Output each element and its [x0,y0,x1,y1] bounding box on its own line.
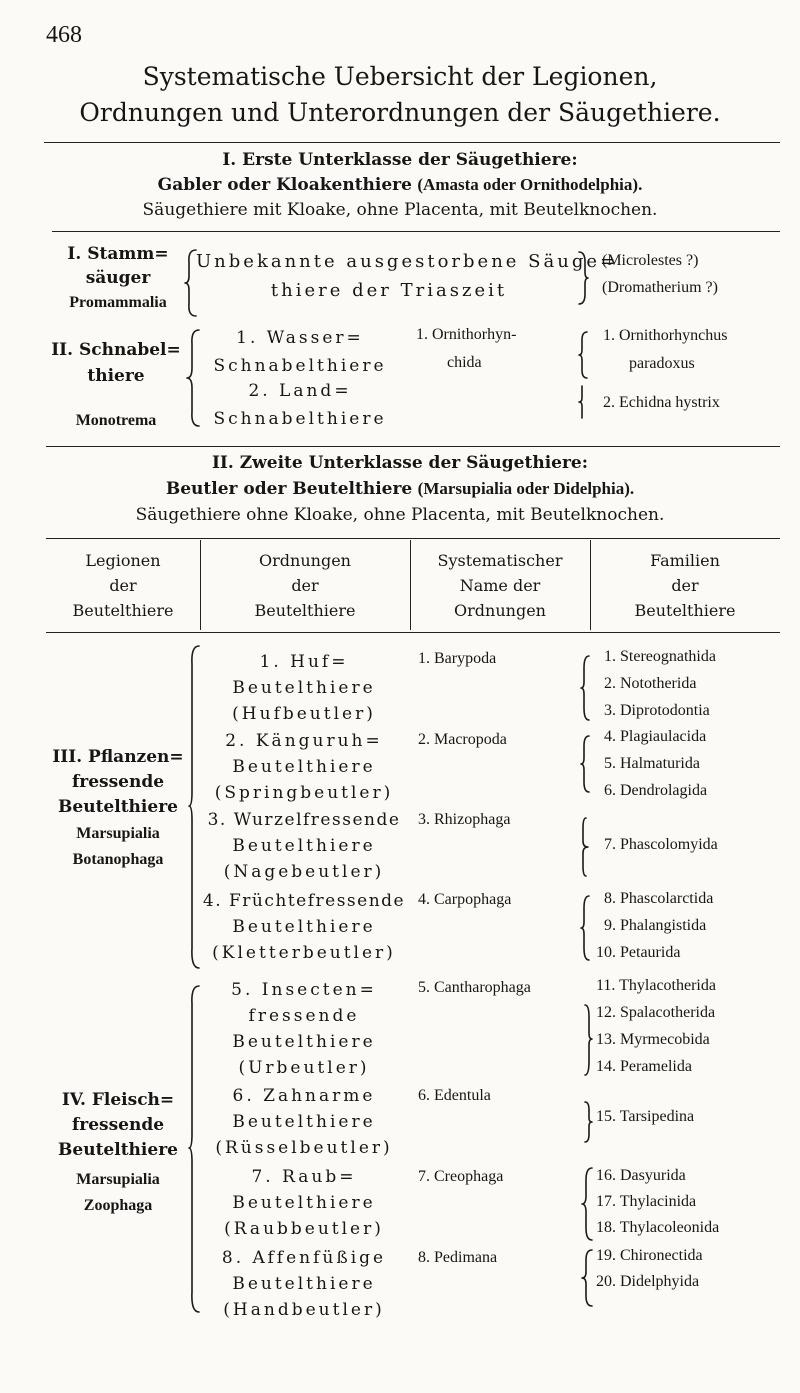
genus-dromatherium: (Dromatherium ?) [602,279,718,296]
legion-pflanzenfressende-latin2: Botanophaga [72,851,164,868]
family-3: 3. Diprotodontia [604,702,710,719]
systematic-macropoda: 2. Macropoda [418,731,507,748]
family-19: 19. Chironectida [596,1247,703,1264]
brace-families-2 [580,734,592,794]
legion-pflanzenfressende-line2: fressende [71,772,165,792]
col-header-systematisch-3: Ordnungen [454,601,546,620]
header-rule-bottom [46,632,780,633]
order-8-line1: 8. Affenfüßige [221,1248,387,1268]
brace-families-6 [580,1100,592,1144]
systematic-ornithorhynchida-line2: chida [447,354,482,371]
systematic-pedimana: 8. Pedimana [418,1249,498,1266]
order-6-line2: Beutelthiere [232,1112,376,1132]
genus-microlestes: (Microlestes ?) [602,252,699,269]
brace-echidnida [578,384,590,420]
col-header-familien-1: Familien [650,551,720,570]
suborder-land-line1: 2. Land= [248,381,352,401]
subclass1-name-german: Gabler oder Kloakenthiere [157,175,412,195]
top-rule [44,142,780,143]
family-16: 16. Dasyurida [596,1167,686,1184]
col-header-ordnungen-1: Ordnungen [259,551,351,570]
subclass2-name [0,479,800,499]
order-5-line4: (Urbeutler) [238,1058,370,1078]
family-echidna: 2. Echidna hystrix [603,394,720,411]
family-14: 14. Peramelida [596,1058,692,1075]
systematic-carpophaga: 4. Carpophaga [418,891,512,908]
family-7: 7. Phascolomyida [604,836,718,853]
systematic-ornithorhynchida-line1: 1. Ornithorhyn- [416,326,517,343]
order-promammalia-line2: thiere der Triaszeit [270,280,508,301]
subclass1-description: Säugethiere mit Kloake, ohne Placenta, mit Beutelknochen. [142,200,658,220]
order-2-line1: 2. Känguruh= [225,731,383,751]
col-header-ordnungen-2: der [291,576,319,595]
systematic-rhizophaga: 3. Rhizophaga [418,811,511,828]
header-rule-top [46,538,780,539]
order-1-line1: 1. Huf= [259,652,349,672]
order-3-line3: (Nagebeutler) [223,862,385,882]
order-6-line1: 6. Zahnarme [232,1086,376,1106]
legion-monotrema-latin: Monotrema [75,412,157,429]
family-2: 2. Nototherida [604,675,697,692]
subclass2-heading: II. Zweite Unterklasse der Säugethiere: [211,453,589,473]
subclass2-rule-top [46,446,780,447]
legion-fleischfressende-latin2: Zoophaga [83,1197,153,1214]
family-12: 12. Spalacotherida [596,1004,716,1021]
subclass2-name-latin: (Marsupialia oder Didelphia). [417,479,635,498]
order-3-line1: 3. Wurzelfressende [207,810,401,830]
order-4-line1: 4. Früchtefressende [202,891,406,911]
legion-monotrema-line1: II. Schnabel= [51,340,181,360]
subclass2-description: Säugethiere ohne Kloake, ohne Placenta, mit Beutelknochen. [135,505,665,525]
order-promammalia-line1: Unbekannte ausgestorbene Säuge= [196,251,619,272]
family-1: 1. Stereognathida [604,648,716,665]
brace-families-5 [580,1003,592,1077]
legion-fleischfressende-line2: fressende [71,1115,165,1135]
col-header-ordnungen-3: Beutelthiere [254,601,356,620]
brace-families-1 [580,654,592,722]
brace-families-4 [580,894,592,962]
subclass1-name [0,175,800,195]
order-4-line3: (Kletterbeutler) [212,943,396,963]
subclass1-name-latin: (Amasta oder Ornithodelphia). [417,175,643,194]
legion-pflanzenfressende-latin1: Marsupialia [76,825,160,842]
family-4: 4. Plagiaulacida [604,728,707,745]
family-6: 6. Dendrolagida [604,782,708,799]
brace-promammalia-right [577,250,589,306]
family-15: 15. Tarsipedina [596,1108,695,1125]
col-header-systematisch-1: Systematischer [437,551,563,570]
family-5: 5. Halmaturida [604,755,700,772]
page-title-line2: Ordnungen und Unterordnungen der Säugethiere. [79,98,721,127]
order-3-line2: Beutelthiere [232,836,376,856]
legion-promammalia-line2: säuger [85,268,151,288]
family-20: 20. Didelphyida [596,1273,700,1290]
family-8: 8. Phascolarctida [604,890,714,907]
family-10: 10. Petaurida [596,944,681,961]
page-number: 468 [46,22,82,48]
family-17: 17. Thylacinida [596,1193,697,1210]
subclass1-rule [52,231,780,232]
order-5-line3: Beutelthiere [232,1032,376,1052]
order-7-line1: 7. Raub= [251,1167,357,1187]
order-8-line3: (Handbeutler) [223,1300,385,1320]
order-7-line3: (Raubbeutler) [224,1219,384,1239]
brace-families-7 [580,1166,592,1242]
family-ornithorhynchus-line1: 1. Ornithorhynchus [603,327,728,344]
order-4-line2: Beutelthiere [232,917,376,937]
order-6-line3: (Rüsselbeutler) [215,1138,393,1158]
suborder-wasser-line2: Schnabelthiere [213,356,387,376]
systematic-creophaga: 7. Creophaga [418,1168,504,1185]
order-2-line2: Beutelthiere [232,757,376,777]
col-header-familien-3: Beutelthiere [634,601,736,620]
systematic-cantharophaga: 5. Cantharophaga [418,979,531,996]
page-title-line1: Systematische Uebersicht der Legionen, [142,62,658,91]
systematic-edentula: 6. Edentula [418,1087,491,1104]
order-1-line2: Beutelthiere [232,678,376,698]
legion-fleischfressende-line3: Beutelthiere [58,1140,178,1160]
family-11: 11. Thylacotherida [596,977,716,994]
suborder-land-line2: Schnabelthiere [213,409,387,429]
order-5-line1: 5. Insecten= [231,980,377,1000]
legion-monotrema-line2: thiere [87,366,145,386]
family-13: 13. Myrmecobida [596,1031,710,1048]
order-5-line2: fressende [248,1006,360,1026]
family-18: 18. Thylacoleonida [596,1219,720,1236]
subclass2-name-german: Beutler oder Beutelthiere [165,479,413,499]
col-header-systematisch-2: Name der [459,576,541,595]
suborder-wasser-line1: 1. Wasser= [236,328,364,348]
legion-pflanzenfressende-line3: Beutelthiere [58,797,178,817]
family-ornithorhynchus-line2: paradoxus [629,355,695,372]
order-8-line2: Beutelthiere [232,1274,376,1294]
brace-families-8 [580,1248,592,1310]
brace-families-3 [580,816,592,878]
order-2-line3: (Springbeutler) [214,783,394,803]
legion-promammalia-latin: Promammalia [69,294,167,311]
order-1-line3: (Hufbeutler) [232,704,376,724]
legion-promammalia-line1: I. Stamm= [67,244,169,264]
subclass1-heading: I. Erste Unterklasse der Säugethiere: [222,150,578,170]
col-header-legionen-3: Beutelthiere [72,601,174,620]
brace-ornithorhynchida [578,330,590,380]
order-7-line2: Beutelthiere [232,1193,376,1213]
col-header-legionen-2: der [109,576,137,595]
legion-fleischfressende-latin1: Marsupialia [76,1171,160,1188]
legion-fleischfressende-line1: IV. Fleisch= [61,1090,175,1110]
col-header-legionen-1: Legionen [85,551,161,570]
legion-pflanzenfressende-line1: III. Pflanzen= [52,747,184,767]
col-header-familien-2: der [671,576,699,595]
systematic-barypoda: 1. Barypoda [418,650,497,667]
family-9: 9. Phalangistida [604,917,707,934]
